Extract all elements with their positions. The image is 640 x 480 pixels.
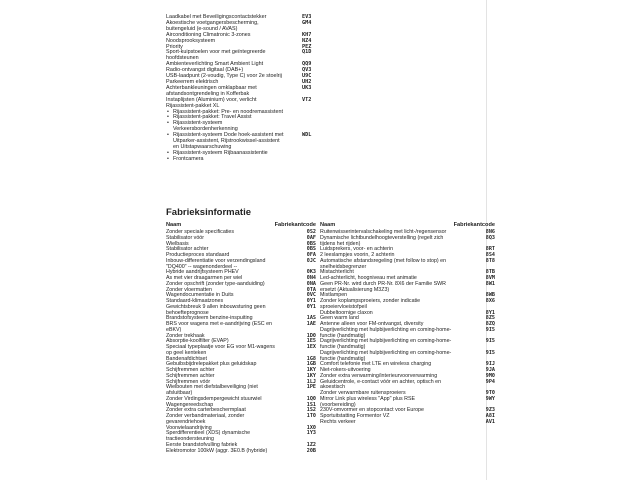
header-name: Naam [166, 222, 182, 228]
item-code: 1GB [306, 361, 316, 368]
item-code: 8VM [485, 275, 495, 281]
item-code: QV3 [302, 67, 312, 74]
item-label: Gebuibsbijdrelepakket plus geluidskap [166, 361, 257, 368]
item-code: 1EX [306, 344, 316, 350]
item-code: KH7 [302, 31, 312, 38]
item-code: 1D0 [306, 332, 316, 339]
list-item [320, 420, 495, 426]
item-code: EV3 [302, 14, 312, 20]
item-code: 9I5 [485, 338, 495, 345]
item-code: 0NA [306, 280, 316, 287]
item-label: • Frontcamera [166, 157, 285, 163]
item-label: Rijassistent-pakket XL [166, 102, 220, 109]
item-label: Sport-kuipstoelen voor met geïntegreerde hoofdsteunen [166, 49, 266, 62]
item-label: Priority [166, 43, 183, 50]
item-label: Wagengereedschap [166, 401, 214, 408]
item-code: 8Z5 [485, 315, 495, 322]
item-code: 8T8 [485, 257, 495, 264]
item-label: Zonder speciale specificaties [166, 229, 235, 235]
item-code: 1X0 [306, 424, 316, 431]
item-label: Dynamische lichtbundelhoogteverstelling (regelt zich tijdens het rijden) [320, 234, 444, 247]
list-item [320, 299, 495, 311]
item-label: Noodsprooksysteem [166, 37, 216, 44]
item-label: Achterbankleuningen omklapbaar met afstandsontgrendeling in Kofferbak [166, 84, 257, 97]
item-code: 0FA [306, 252, 316, 258]
item-code: PEZ [302, 43, 312, 50]
item-label: Zonder extra verwarming/interieurvoorverwarming [320, 372, 438, 379]
item-code: 9T0 [485, 390, 495, 396]
item-code: 1KY [306, 367, 316, 373]
item-label: • Rijassistent-systeem Verkeersbordenherkenning [166, 121, 285, 133]
item-label: Geen PR-Nr. wird durch PR-Nr. 8X6 der Familie SWR ersetzt (Aktualisierung M3Z3) [320, 280, 446, 293]
item-label: Zonder trekhaak [166, 332, 205, 339]
item-label: Geluidcentrole, e-contact vóór en achter, optisch en akoestisch [320, 378, 442, 391]
item-label: Zonder Virdingsdempergewicht stuurwiel [166, 395, 262, 402]
item-label: USB-laadpunt (2-voudig, Type C) voor 2e stoelrij [166, 73, 282, 80]
item-code: 9JA [485, 367, 495, 373]
item-label: Stabilisator vóór [166, 234, 204, 241]
item-code: 20B [306, 447, 316, 454]
item-label: Speciaal typeplaatje voor EG voor M1-wagens op geel kenteken [166, 344, 275, 356]
item-code: 9I5 [485, 326, 495, 333]
list-item [166, 322, 316, 334]
item-code: 0S2 [306, 229, 316, 235]
item-label: 2 leeslampjes voorin, 2 achterin [320, 252, 395, 258]
list-item [166, 449, 316, 455]
header-code: Fabriekantcode [274, 222, 316, 228]
item-code: 1S2 [306, 407, 316, 414]
item-code: 9Z3 [485, 407, 495, 414]
item-label: Wielbouten met diefstalbeveiliging (niet afsluitbaar) [166, 384, 258, 396]
item-code: 8ZQ [485, 321, 495, 327]
item-code: 1G8 [306, 355, 316, 362]
item-label: Mistachterlicht [320, 269, 354, 276]
item-label: Bandenafdichtset [166, 355, 207, 362]
item-label: Hybride aandrijfsysteem PHEV [166, 269, 239, 276]
equipment-list [166, 15, 322, 163]
item-label: Stabilisator achter [166, 246, 209, 253]
item-label: 230V-omvormer en stopcontact voor Europe [320, 407, 424, 414]
item-label: • Rijassistent-systeem Dode hoek-assistent met Uitparker-assistent, Rijstrookwissel-assistent en Uitstapwaarschuwing [166, 133, 285, 151]
item-code: 1LJ [306, 378, 316, 385]
item-code: 8TB [485, 269, 495, 276]
item-label: Schijfremmen achter [166, 372, 215, 379]
item-code: 8Q3 [485, 234, 495, 241]
item-code: 8X6 [485, 298, 495, 304]
item-label: Absorptie-koolfilter (EVAP) [166, 338, 229, 345]
item-label: Dagrijverlichting met hulpbijverlichting en coming-home-functie (handmatig) [320, 326, 452, 339]
item-label: Mistlampen [320, 292, 348, 299]
list-item [166, 157, 322, 163]
item-label: Laadkabel met Beveiligingscontactstekker [166, 14, 267, 20]
item-label: Instaplijsten (Aluminium) voor, verlicht [166, 96, 257, 103]
item-code: GM4 [302, 19, 312, 26]
list-item [166, 86, 322, 98]
item-code: 1T0 [306, 413, 316, 419]
item-label: Ambienteverlichting Smart Ambient Light [166, 61, 264, 68]
item-label: Akoestische voetgangersbescherming, buitengeluid (e-sound / AVAS) [166, 19, 259, 32]
item-code: 0BS [306, 246, 316, 253]
list-item [166, 133, 322, 151]
item-label: Automatische afstandsregeling (met follow to stop) en snelheidsbegrenzer [320, 257, 447, 270]
list-item [166, 345, 316, 357]
item-label: Inbouw-differentiatie voor verzendingsland "DQ400" -- wagenonderdeel -- [166, 257, 266, 270]
item-label: Sperdifferentieel (XDS) dynamische tractieondersteuning [166, 430, 251, 442]
item-code: UH2 [302, 78, 312, 85]
item-label: Zonder verwarmbare ruitensproeiers [320, 390, 406, 396]
item-label: BRS voor wagens met e-aandrijving (ESC en eBKV) [166, 321, 272, 333]
item-label: Rechts verkeer [320, 418, 356, 425]
item-code: 0TA [306, 286, 316, 293]
item-code: 0VC [306, 292, 316, 299]
item-label: Niet-rokers-uitvoering [320, 367, 371, 373]
item-code: 9IJ [485, 361, 495, 368]
item-code: WDL [302, 132, 312, 139]
item-label: Led-achterlicht, hoogniveau met animatie [320, 275, 417, 281]
item-label: Zonder koplampsproeiers, zonder indicatie sproeiervloeistofpeil [320, 298, 421, 310]
header-code: Fabriekantcode [453, 222, 495, 228]
item-label: Zonder opschrift (zonder type-aanduiding) [166, 280, 265, 287]
item-code: 0K3 [306, 269, 316, 276]
item-label: Radio-ontvangst digitaal (DAB+) [166, 67, 244, 74]
item-label: Wagendocumentatie in Duits [166, 292, 234, 299]
item-code: 1AS [306, 315, 316, 322]
item-label: Ruitenwisserintervalschakeling met licht-/regensensor [320, 229, 447, 235]
item-code: 8N6 [485, 229, 495, 235]
item-label: Antenne alleen voor FM-ontvangst, diversity [320, 321, 424, 327]
item-code: 0Y1 [306, 298, 316, 304]
item-code: AV1 [485, 418, 495, 425]
item-code: VT2 [302, 96, 312, 103]
item-label: Airconditioning Climatronic 3-zones [166, 31, 251, 38]
item-code: 9M0 [485, 372, 495, 379]
item-code: 0Y1 [306, 303, 316, 310]
item-label: Dagrijverlichting met hulpbijverlichting en coming-home-functie (handmatig) [320, 338, 452, 350]
item-label: Schijfremmen vóór [166, 378, 211, 385]
item-label: Gewichtsbreuk 9 allen inbouwsturing geen behoefteprognose [166, 303, 266, 316]
item-code: 9P4 [485, 378, 495, 385]
item-label: Dagrijverlichting met hulpbijverlichting en coming-home-functie (handmatig) [320, 349, 452, 362]
item-label: • Rijassistent-pakket: Pre- en noodremassistent [166, 110, 285, 116]
item-code: 9WY [485, 395, 495, 402]
item-code: 1Y3 [306, 430, 316, 437]
item-label: Mirror Link plus wireless "App" plus RSE (voorbereiding) [320, 395, 416, 408]
item-code: 1Q0 [306, 395, 316, 402]
item-label: Geen warm land [320, 315, 359, 322]
item-label: Brandstofsysteem benzine-inspuiting [166, 315, 253, 322]
item-code: 1Z2 [306, 441, 316, 448]
item-label: Comfort telefonie met LTE en wireless charging [320, 361, 432, 368]
item-label: Elektromotor 100kW (aggr. 3E0.B (hybride) [166, 447, 268, 454]
item-label: Schijfremmen achter [166, 367, 215, 373]
item-code: 0JC [306, 257, 316, 264]
item-label: As met vier draagarmen per wiel [166, 275, 243, 281]
item-code: U9C [302, 73, 312, 80]
item-label: Productieproces standaard [166, 252, 230, 258]
item-label: Zonder vloermatten [166, 286, 212, 293]
item-code: 1E5 [306, 338, 316, 345]
item-code: NZ4 [302, 37, 312, 44]
item-code: Q1D [302, 49, 312, 56]
item-code: 8WB [485, 292, 495, 299]
item-label: Voorwielaandrijving [166, 424, 212, 431]
item-code: UK3 [302, 84, 312, 91]
item-code: 8RT [485, 246, 495, 253]
item-code: 1KY [306, 372, 316, 379]
item-code: 0AF [306, 234, 316, 241]
item-code: 8S4 [485, 252, 495, 258]
item-code: A8I [485, 413, 495, 419]
item-code: 1S1 [306, 401, 316, 408]
item-code: 0N4 [306, 275, 316, 281]
item-label: Sportuitstatting Formentor VZ [320, 413, 390, 419]
item-label: Eerste brandstofvulling fabriek [166, 441, 238, 448]
item-label: • Rijassistent-pakket: Travel Assist [166, 115, 285, 121]
section-title: Fabrieksinformatie [166, 207, 251, 218]
item-code: 1PE [306, 384, 316, 391]
item-label: Standaard-klimaatzones [166, 298, 224, 304]
table-header [320, 222, 495, 229]
item-label: Dubbeltoornige claxon [320, 309, 373, 316]
list-item [166, 414, 316, 426]
item-label: Zonder verbandmateriaal, zonder gevarendriehoek [166, 413, 245, 425]
item-code: 1AE [306, 321, 316, 327]
item-code: 8Y1 [485, 309, 495, 316]
header-name: Naam [320, 222, 336, 228]
item-code: 0BS [306, 240, 316, 247]
factory-table-right [320, 222, 495, 426]
item-label: Parkeerrem elektrisch [166, 78, 219, 85]
item-code: 8W1 [485, 280, 495, 287]
item-label: • Rijassistent-systeem Rijbaanassistentie [166, 151, 285, 157]
item-label: Wielbasis [166, 240, 189, 247]
table-header [166, 222, 316, 229]
item-code: QQ9 [302, 61, 312, 68]
factory-table-left [166, 222, 316, 454]
list-item [166, 21, 322, 33]
item-label: Zonder extra carterbeschermplaat [166, 407, 246, 414]
item-code: 9I5 [485, 349, 495, 356]
item-label: Luidsprekers, voor- en achterin [320, 246, 394, 253]
